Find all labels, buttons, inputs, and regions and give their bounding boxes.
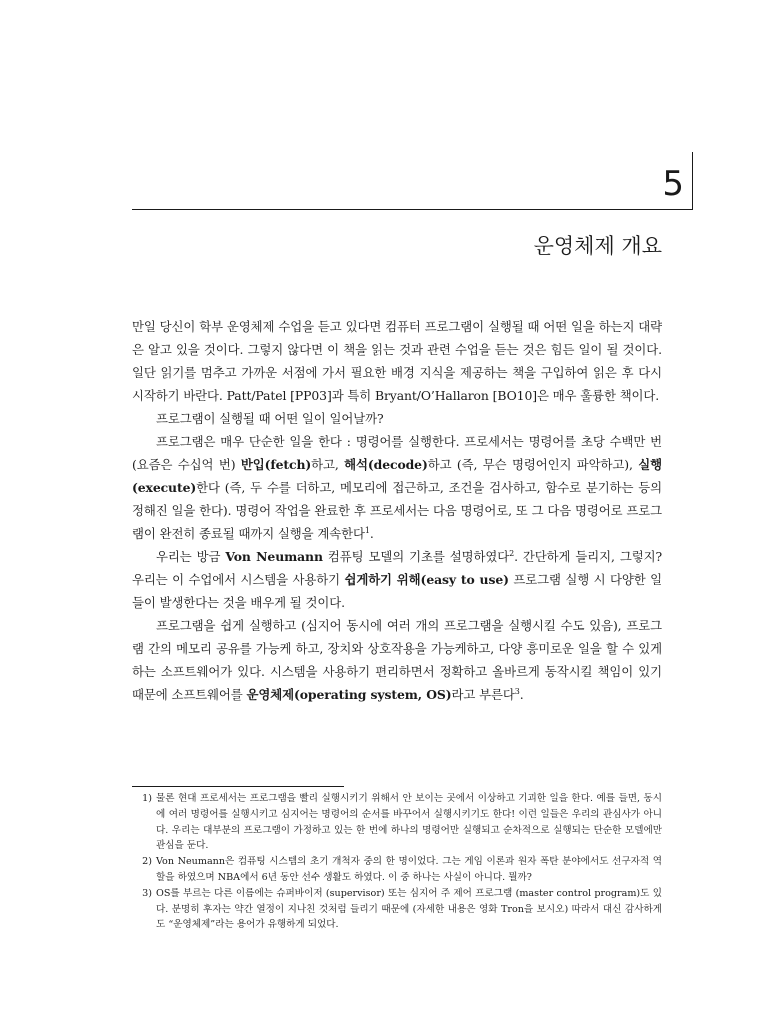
footnote-number: 1) [142,793,152,804]
term-easy-to-use: 쉽게하기 위해(easy to use) [344,572,509,587]
body-text [132,315,662,706]
term-fetch: 반입(fetch) [240,457,312,472]
chapter-header-vertical-rule [692,152,693,210]
paragraph-2: 프로그램이 실행될 때 어떤 일이 일어날까? [156,411,384,426]
paragraph-4: 우리는 방금 Von Neumann 컴퓨팅 모델의 기초를 설명하였다$^2$. 간단하게 들리지, 그렇지? 우리는 이 수업에서 시스템을 사용하기 쉽게하기 위해(easy to use) 프로그램 실행 시 다양한 일들이 발생한다는 것을 배우게 될 것이다. [132,548,663,610]
paragraph-1: 만일 당신이 학부 운영체제 수업을 듣고 있다면 컴퓨터 프로그램이 실행될 때 어떤 일을 하는지 대략은 알고 있을 것이다. 그렇지 않다면 이 책을 읽는 것과 관련 수업을 듣는 것은 힘든 일이 될 것이다. 일단 읽기를 멈추고 가까운 서점에 가서 필요한 배경 지식을 제공하는 책을 구입하여 읽은 후 다시 시작하기 바란다. Patt/Patel [PP03]과 특히 Bryant/O’Hallaron [BO10]은 매우 훌륭한 책이다. [132,319,662,403]
footnote-3 [132,886,662,933]
footnote-2 [132,854,662,886]
term-operating-system: 운영체제(operating system, OS) [246,687,452,702]
paragraph-5: 프로그램을 쉽게 실행하고 (심지어 동시에 여러 개의 프로그램을 실행시킬 수도 있음), 프로그램 간의 메모리 공유를 가능케 하고, 장치와 상호작용을 가능케하고, 다양 흥미로운 일을 할 수 있게 하는 소프트웨어가 있다. 시스템을 사용하기 편리하면서 정확하고 올바르게 동작시킬 책임이 있기 때문에 소프트웨어를 운영체제(operating system, OS)라고 부른다$^3$. [132,618,662,702]
chapter-header-horizontal-rule [132,209,693,210]
paragraph-3: 프로그램은 매우 단순한 일을 한다 : 명령어를 실행한다. 프로세서는 명령어를 초당 수백만 번 (요즘은 수십억 번) 반입(fetch)하고, 해석(decode)하고 (즉, 무슨 명령어인지 파악하고), 실행(execute)한다 (즉, 두 수를 더하고, 메모리에 접근하고, 조건을 검사하고, 함수로 분기하는 등의 정해진 일을 한다). 명령어 작업을 완료한 후 프로세서는 다음 명령어로, 또 그 다음 명령어로 프로그램이 완전히 종료될 때까지 실행을 계속한다$^1$. [132,434,662,541]
footnote-text: Von Neumann은 컴퓨팅 시스템의 초기 개척자 중의 한 명이었다. 그는 게임 이론과 원자 폭탄 분야에서도 선구자적 역할을 하였으며 NBA에서 6년 동안 선수 생활도 하였다. 이 중 하나는 사실이 아니다. 뭘까? [156,856,662,883]
footnotes [132,791,662,933]
footnote-ref-3: 3 [514,686,520,696]
footnote-number: 3) [142,887,152,899]
footnote-ref-2: 2 [509,548,515,558]
footnote-number: 2) [142,856,152,868]
footnote-1 [132,791,662,854]
footnote-separator [132,786,344,787]
chapter-number: 5 [662,164,684,204]
footnote-ref-1: 1 [364,525,370,535]
term-execute: 실행(execute) [132,457,662,495]
term-von-neumann: Von Neumann [225,549,323,564]
footnote-text: OS를 부르는 다른 이름에는 슈퍼바이저 (supervisor) 또는 심지어 주 제어 프로그램 (master control program)도 있다. 분명히 후자는 약간 열정이 지나친 것처럼 들리기 때문에 (자세한 내용은 영화 Tron을 보시오) 따라서 대신 감사하게도 “운영체제”라는 용어가 유행하게 되었다. [156,887,662,931]
footnote-text: 물론 현대 프로세서는 프로그램을 빨리 실행시키기 위해서 안 보이는 곳에서 이상하고 기괴한 일을 한다. 예를 들면, 동시에 여러 명령어를 실행시키고 심지어는 명령어의 순서를 바꾸어서 실행시키기도 한다! 이런 일들은 우리의 관심사가 아니다. 우리는 대부분의 프로그램이 가정하고 있는 한 번에 하나의 명령어만 실행되고 순차적으로 실행되는 단순한 모델에만 관심을 둔다. [156,793,662,852]
chapter-title: 운영체제 개요 [533,234,662,258]
term-decode: 해석(decode) [344,457,428,472]
